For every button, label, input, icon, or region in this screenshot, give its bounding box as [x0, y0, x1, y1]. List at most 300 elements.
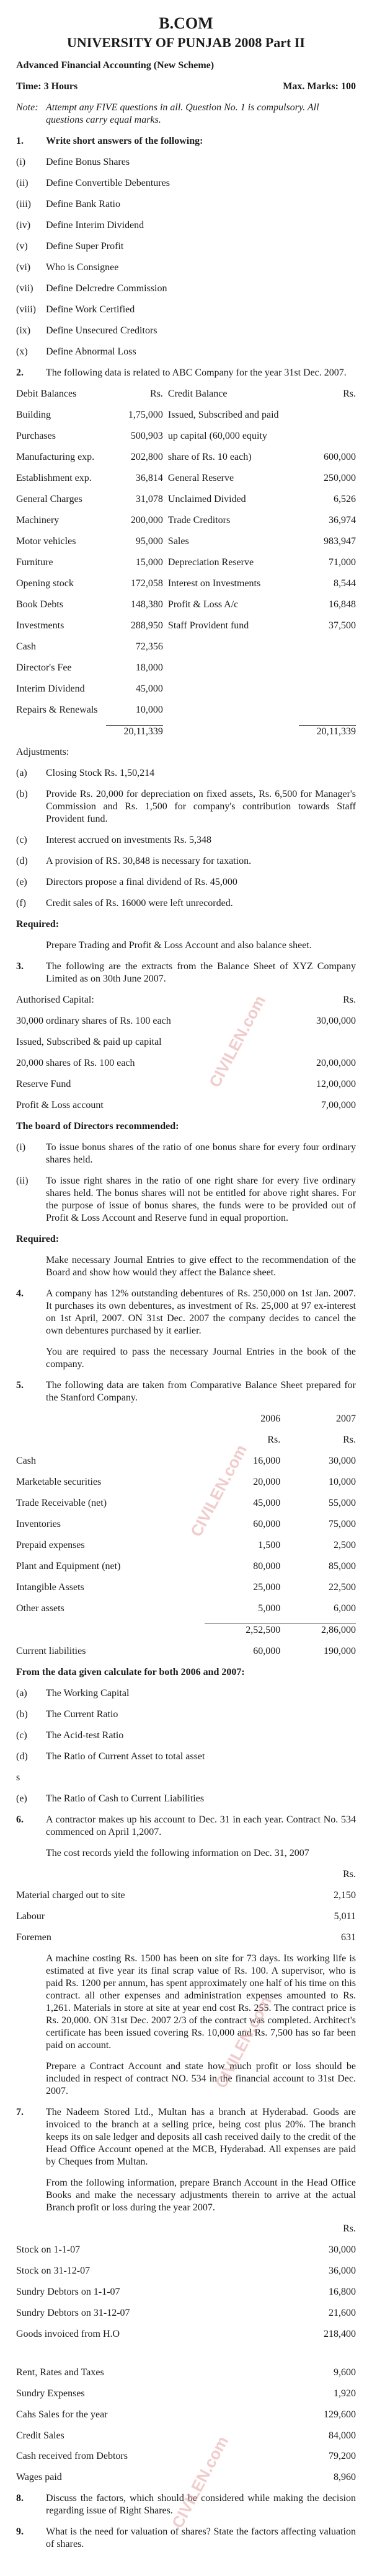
q3-item	[16, 1175, 356, 1224]
table-cell: Trade Receivable (net)	[16, 1498, 107, 1509]
table-cell: 218,400	[323, 2328, 356, 2339]
table-row	[16, 1078, 356, 1091]
table-cell: 85,000	[329, 1561, 356, 1572]
q1-item	[16, 240, 356, 253]
table-total: 20,11,339	[106, 725, 163, 738]
table-cell: up capital (60,000 equity	[167, 430, 267, 441]
table-row	[16, 1015, 356, 1027]
table-row	[16, 683, 356, 695]
table-cell: 60,000	[253, 1645, 281, 1656]
table-cell: 75,000	[329, 1519, 356, 1530]
item-number: s	[16, 1772, 20, 1783]
table-row	[16, 2265, 356, 2277]
question-3-intro	[16, 961, 356, 985]
item-text: Who is Consignee	[46, 262, 119, 273]
adjustment-item	[16, 876, 356, 889]
item-number: (f)	[16, 898, 26, 909]
question-body: A machine costing Rs. 1500 has been on site for 73 days. Its working life is estimated at five year its final scrap value of Rs. 100. A supervisor, who is paid Rs. 1200 per annum, has spent approximately one half of his time on this contract. all other expenses and administration expenses amounted to Rs. 1,261. Materials in store at site at year end cost Rs. 255. The contract price is Rs. 20,000. ON 31st Dec. 2007 2/3 of the contract was completed. Architect's certificate has been issued covering Rs. 10,000 and Rs. 7,500 has so far been paid on account.	[46, 1953, 356, 2051]
table-cell: 18,000	[135, 662, 163, 673]
question-text: A company has 12% outstanding debentures of Rs. 250,000 on 1st Jan. 2007. It purchases its own debentures, as investment of Rs. 25,000 at 97 ex-interest on 1st April, 2007. ON 31st Dec. 2007 the company decides to cancel the own debentures purchased by it earlier.	[46, 1288, 356, 1337]
table-cell: 1,75,000	[128, 409, 163, 420]
table-cell: Prepaid expenses	[16, 1540, 85, 1551]
table-row	[16, 2430, 356, 2442]
table-cell: Furniture	[16, 556, 53, 568]
table-row	[16, 451, 356, 464]
item-text: Define Super Profit	[46, 240, 124, 252]
table-row	[16, 556, 356, 569]
table-cell	[16, 1868, 253, 1881]
table-cell: 288,950	[130, 620, 163, 631]
required-label: Required:	[16, 919, 60, 930]
table-row	[16, 1560, 356, 1573]
watermark: CIVILEN.com	[167, 2433, 232, 2531]
table-cell: 20,000	[253, 1477, 281, 1488]
item-number: (a)	[16, 1687, 27, 1699]
table-cell: Profit & Loss A/c	[167, 599, 239, 610]
table-cell: 72,356	[135, 641, 163, 652]
q5-item	[16, 1793, 356, 1805]
question-number: 1.	[16, 135, 24, 146]
table-row	[16, 2307, 356, 2319]
table-row	[16, 620, 356, 632]
table-cell: Cash received from Debtors	[16, 2451, 128, 2462]
exam-max-marks: Max. Marks: 100	[283, 81, 356, 92]
question-text: Write short answers of the following:	[46, 135, 203, 146]
table-row	[16, 1518, 356, 1531]
table-cell: 80,000	[253, 1561, 281, 1572]
table-cell: 129,600	[323, 2409, 356, 2420]
table-cell	[16, 2223, 253, 2235]
table-row	[16, 1099, 356, 1112]
table-total: 2,86,000	[280, 1624, 356, 1637]
required-text: Prepare Trading and Profit & Loss Account and also balance sheet.	[46, 940, 312, 951]
table-cell: 20,00,000	[316, 1058, 356, 1069]
q5-item	[16, 1687, 356, 1700]
exam-note	[16, 102, 356, 126]
table-cell: Inventories	[16, 1519, 61, 1530]
adjustments-title: Adjustments:	[16, 747, 69, 758]
exam-meta	[16, 81, 356, 93]
compute-instruction: From the data given calculate for both 2006 and 2007:	[16, 1666, 245, 1677]
item-number: (iii)	[16, 198, 31, 209]
table-cell: 600,000	[324, 451, 356, 462]
item-number: (d)	[16, 1751, 28, 1762]
table-cell: Building	[16, 409, 51, 420]
question-7	[16, 2106, 356, 2168]
item-number: (vii)	[16, 283, 33, 294]
table-cell: Intangible Assets	[16, 1581, 84, 1593]
item-number: (viii)	[16, 304, 36, 315]
q1-item	[16, 346, 356, 358]
table-cell: 200,000	[130, 514, 163, 525]
adjustment-item	[16, 855, 356, 868]
table-row	[16, 1539, 356, 1552]
table-cell: 21,600	[328, 2307, 356, 2318]
question-number: 8.	[16, 2493, 24, 2504]
table-cell: 8,544	[334, 578, 356, 589]
table-cell: Plant and Equipment (net)	[16, 1561, 121, 1572]
table-row	[16, 1889, 356, 1902]
table-cell: Rs.	[267, 1435, 281, 1446]
watermark: CIVILEN.com	[211, 1993, 276, 2091]
question-number: 5.	[16, 1380, 24, 1391]
table-cell: 5,011	[334, 1910, 356, 1922]
table-cell	[299, 430, 356, 442]
board-recommendation: The board of Directors recommended:	[16, 1121, 179, 1132]
question-2-intro	[16, 367, 356, 379]
table-cell: Wages paid	[16, 2472, 62, 2483]
table-row	[16, 1476, 356, 1488]
table-cell: 37,500	[329, 620, 356, 631]
item-text: Closing Stock Rs. 1,50,214	[46, 768, 155, 779]
question-number: 7.	[16, 2106, 24, 2117]
question-number: 2.	[16, 367, 24, 378]
table-row	[16, 493, 356, 506]
item-number: (v)	[16, 240, 28, 252]
table-cell: Cahs Sales for the year	[16, 2409, 108, 2420]
item-text: Define Work Certified	[46, 304, 135, 315]
table-row	[16, 2388, 356, 2400]
table-header: Debit Balances	[16, 388, 77, 399]
item-text: To issue right shares in the ratio of one right share for every five ordinary shares held. The bonus shares will not be entitled for above right shares. For the purpose of issue of bonus shares, the funds were to be provided out of Profit & Loss Account and Reserve fund in equal proportion.	[46, 1176, 356, 1224]
table-cell: 1,920	[333, 2388, 356, 2399]
table-cell: Credit Sales	[16, 2430, 64, 2441]
question-4	[16, 1288, 356, 1337]
table-cell: Machinery	[16, 514, 60, 525]
item-number: (vi)	[16, 262, 31, 273]
table-cell: Rent, Rates and Taxes	[16, 2367, 104, 2378]
table-cell: Motor vehicles	[16, 535, 76, 547]
table-row	[16, 1036, 356, 1048]
question-text: Discuss the factors, which should be considered while making the decision regarding issue of Right Shares.	[46, 2493, 356, 2517]
item-text: Define Convertible Debentures	[46, 177, 170, 188]
table-cell: 983,947	[324, 535, 356, 547]
table-cell: 2007	[336, 1413, 356, 1425]
item-number: (b)	[16, 1708, 28, 1720]
table-cell: 148,380	[130, 599, 163, 610]
table-cell	[299, 641, 356, 653]
table-cell	[299, 662, 356, 674]
note-text: Attempt any FIVE questions in all. Question No. 1 is compulsory. All questions carry equal marks.	[46, 102, 319, 125]
table-cell: 36,814	[135, 472, 163, 483]
table-row	[16, 2450, 356, 2463]
q1-item	[16, 262, 356, 274]
table-row	[16, 430, 356, 442]
note-label: Note:	[16, 102, 38, 113]
item-number: (b)	[16, 789, 28, 800]
table-cell: Sundry Expenses	[16, 2388, 85, 2399]
table-row	[16, 578, 356, 590]
table-cell: 2006	[260, 1413, 281, 1425]
table-total: 2,52,500	[205, 1624, 280, 1637]
q1-item	[16, 304, 356, 316]
table-cell: Purchases	[16, 430, 56, 441]
table-cell: Issued, Subscribed and paid	[167, 409, 279, 420]
table-row	[16, 2349, 356, 2358]
table-row	[16, 994, 356, 1006]
table-header	[16, 2223, 356, 2235]
table-row	[16, 641, 356, 653]
table-cell: Book Debts	[16, 599, 63, 610]
table-cell: 22,500	[329, 1581, 356, 1593]
table-cell	[299, 704, 356, 716]
table-row	[16, 535, 356, 548]
table-cell: Unclaimed Divided	[167, 493, 246, 504]
table-cell: Rs.	[343, 1868, 356, 1879]
table-cell: General Reserve	[167, 472, 234, 483]
table-row	[16, 1602, 356, 1615]
table-cell: 500,903	[130, 430, 163, 441]
item-text: To issue bonus shares of the ratio of one bonus share for every four ordinary shares held.	[46, 1142, 356, 1166]
table-cell	[168, 725, 294, 738]
table-cell: Other assets	[16, 1602, 64, 1614]
table-cell: 172,058	[130, 578, 163, 589]
table-cell: Profit & Loss account	[16, 1100, 104, 1111]
question-text: The following are the extracts from the Balance Sheet of XYZ Company Limited as on 30th June 2007.	[46, 961, 356, 985]
table-cell: Interest on Investments	[167, 578, 261, 589]
q3-item	[16, 1141, 356, 1166]
table-cell: Cash	[16, 1456, 36, 1467]
table-row	[16, 2471, 356, 2484]
table-cell	[168, 662, 294, 674]
item-number: (x)	[16, 346, 28, 357]
q5-item	[16, 1730, 356, 1742]
question-text-2: You are required to pass the necessary Journal Entries in the book of the company.	[46, 1347, 356, 1370]
item-text: The Working Capital	[46, 1687, 130, 1699]
question-body-2: Prepare a Contract Account and state how much profit or loss should be included in respect of contract NO. 534 in the financial account to 31st Dec. 2007.	[46, 2060, 356, 2096]
question-text-2: The cost records yield the following information on Dec. 31, 2007	[46, 1847, 309, 1858]
table-header	[16, 1434, 356, 1446]
item-number: (i)	[16, 156, 26, 167]
table-cell	[253, 2349, 356, 2358]
question-5-intro	[16, 1379, 356, 1404]
item-number: (e)	[16, 877, 27, 888]
table-cell: Goods invoiced from H.O	[16, 2328, 120, 2339]
table-cell: Marketable securities	[16, 1477, 102, 1488]
table-header: Rs.	[343, 388, 356, 399]
table-row	[16, 662, 356, 674]
table-cell: 15,000	[135, 556, 163, 568]
required-label: Required:	[16, 1234, 60, 1245]
question-text: A contractor makes up his account to Dec. 31 in each year. Contract No. 534 commenced on April 1,2007.	[46, 1814, 356, 1837]
table-cell: Director's Fee	[16, 662, 72, 673]
table-cell: Repairs & Renewals	[16, 704, 98, 715]
table-cell: 45,000	[253, 1498, 281, 1509]
table-cell	[253, 1036, 356, 1048]
item-text: The Ratio of Cash to Current Liabilities	[46, 1793, 205, 1804]
question-6-intro	[16, 1814, 356, 1839]
table-cell	[16, 1434, 205, 1446]
table-cell	[16, 1624, 205, 1637]
table-cell	[299, 409, 356, 421]
table-header: Credit Balance	[167, 388, 228, 399]
table-header: Rs.	[150, 388, 163, 399]
item-text: Define Delcredre Commission	[46, 283, 167, 294]
table-row	[16, 599, 356, 611]
table-cell: Staff Provident fund	[167, 620, 249, 631]
table-cell: 45,000	[135, 683, 163, 694]
table-cell: 16,000	[253, 1456, 281, 1467]
table-cell: Establishment exp.	[16, 472, 92, 483]
adjustment-item	[16, 897, 356, 910]
item-text: Credit sales of Rs. 16000 were left unrecorded.	[46, 898, 233, 909]
item-text: Directors propose a final dividend of Rs. 45,000	[46, 877, 237, 888]
table-cell: 1,500	[258, 1540, 281, 1551]
table-cell	[168, 704, 294, 716]
table-cell	[168, 641, 294, 653]
item-number: (a)	[16, 768, 27, 779]
table-cell: 25,000	[253, 1581, 281, 1593]
table-cell: 60,000	[253, 1519, 281, 1530]
table-cell	[168, 683, 294, 695]
item-text: The Ratio of Current Asset to total asset	[46, 1751, 205, 1762]
question-text: The following data is related to ABC Company for the year 31st Dec. 2007.	[46, 367, 347, 378]
table-row	[16, 1932, 356, 1944]
table-cell: 202,800	[130, 451, 163, 462]
table-cell: 16,800	[328, 2286, 356, 2297]
q1-item	[16, 198, 356, 211]
table-row	[16, 1057, 356, 1070]
table-cell: Depreciation Reserve	[167, 556, 254, 568]
table-cell: Reserve Fund	[16, 1079, 71, 1090]
item-number: (c)	[16, 1730, 27, 1741]
table-cell: 79,200	[328, 2451, 356, 2462]
trial-balance-header	[16, 388, 356, 400]
table-row	[16, 2244, 356, 2256]
item-number: (i)	[16, 1142, 26, 1153]
item-number: (ii)	[16, 177, 29, 188]
table-cell: 30,000 ordinary shares of Rs. 100 each	[16, 1016, 171, 1027]
table-cell: Foremen	[16, 1932, 51, 1943]
item-number: (e)	[16, 1793, 27, 1804]
table-cell: Material charged out to site	[16, 1889, 125, 1901]
table-cell: Investments	[16, 620, 64, 631]
table-cell: 84,000	[328, 2430, 356, 2441]
table-cell: Labour	[16, 1910, 45, 1922]
table-cell: 71,000	[329, 556, 356, 568]
table-row	[16, 2328, 356, 2341]
table-cell: Current liabilities	[16, 1645, 86, 1656]
table-cell: Stock on 1-1-07	[16, 2244, 81, 2255]
table-cell: 30,00,000	[316, 1016, 356, 1027]
q5-item	[16, 1772, 356, 1784]
table-row	[16, 2286, 356, 2298]
table-cell: Rs.	[343, 2223, 356, 2234]
adjustment-item	[16, 834, 356, 846]
table-cell: Rs.	[343, 1435, 356, 1446]
table-row	[16, 1645, 356, 1658]
q1-item	[16, 219, 356, 232]
table-row	[16, 1581, 356, 1594]
exam-degree: B.COM	[159, 14, 213, 32]
table-cell: Authorised Capital:	[16, 995, 94, 1006]
exam-title: UNIVERSITY OF PUNJAB 2008 Part II	[67, 34, 305, 50]
table-cell: share of Rs. 10 each)	[167, 451, 252, 462]
table-cell: 30,000	[329, 1456, 356, 1467]
table-cell: 30,000	[328, 2244, 356, 2255]
table-row	[16, 472, 356, 485]
table-cell: 36,974	[329, 514, 356, 525]
table-total-row	[16, 725, 356, 738]
item-text: Define Interim Dividend	[46, 219, 144, 231]
table-cell: 10,000	[329, 1477, 356, 1488]
item-text: A provision of RS. 30,848 is necessary for taxation.	[46, 856, 252, 867]
table-row	[16, 514, 356, 527]
question-text: What is the need for valuation of shares? State the factors affecting valuation of shares.	[46, 2526, 356, 2550]
table-header	[16, 1413, 356, 1425]
q1-item	[16, 156, 356, 169]
table-row	[16, 704, 356, 716]
question-number: 9.	[16, 2526, 24, 2538]
table-row	[16, 2409, 356, 2421]
item-text: Provide Rs. 20,000 for depreciation on fixed assets, Rs. 6,500 for Manager's Commission and Rs. 1,500 for company's contribution towards Staff Provident fund.	[46, 789, 356, 825]
q1-item	[16, 283, 356, 295]
table-row	[16, 409, 356, 421]
table-row	[16, 2367, 356, 2379]
table-cell: Cash	[16, 641, 36, 652]
item-text	[46, 1772, 356, 1784]
watermark: CIVILEN.com	[205, 992, 270, 1091]
table-cell: 55,000	[329, 1498, 356, 1509]
table-cell: 5,000	[258, 1602, 281, 1614]
table-cell: 9,600	[333, 2367, 356, 2378]
table-total: 20,11,339	[299, 725, 356, 738]
table-row	[16, 1455, 356, 1467]
adjustment-item	[16, 788, 356, 825]
item-number: (ii)	[16, 1176, 29, 1187]
table-cell: 7,00,000	[321, 1100, 356, 1111]
table-cell: 6,000	[334, 1602, 356, 1614]
table-cell: 95,000	[135, 535, 163, 547]
watermark: CIVILEN.com	[186, 1441, 251, 1540]
table-cell: 12,00,000	[316, 1079, 356, 1090]
item-text: Interest accrued on investments Rs. 5,348	[46, 835, 212, 846]
required-text: Make necessary Journal Entries to give effect to the recommendation of the Board and show how would they affect the Balance sheet.	[46, 1255, 356, 1278]
question-text: The following data are taken from Comparative Balance Sheet prepared for the Stanford Company.	[46, 1380, 356, 1404]
table-row	[16, 1910, 356, 1923]
table-cell: 31,078	[135, 493, 163, 504]
question-number: 3.	[16, 961, 24, 972]
table-row	[16, 1497, 356, 1510]
item-text: Define Bonus Shares	[46, 156, 130, 167]
item-text: The Current Ratio	[46, 1708, 118, 1720]
table-cell: 190,000	[324, 1645, 356, 1656]
table-cell: 2,500	[334, 1540, 356, 1551]
question-number: 6.	[16, 1814, 24, 1825]
table-cell: 250,000	[324, 472, 356, 483]
table-cell	[16, 1413, 205, 1425]
table-cell: Sundry Debtors on 1-1-07	[16, 2286, 120, 2297]
table-cell: Rs.	[343, 995, 356, 1006]
table-cell: Sales	[167, 535, 189, 547]
table-cell: Sundry Debtors on 31-12-07	[16, 2307, 130, 2318]
exam-subject: Advanced Financial Accounting (New Scheme)	[16, 59, 215, 71]
q1-item	[16, 177, 356, 190]
item-text: The Acid-test Ratio	[46, 1730, 124, 1741]
item-text: Define Abnormal Loss	[46, 346, 136, 357]
table-cell: 16,848	[329, 599, 356, 610]
question-text: The Nadeem Stored Ltd., Multan has a branch at Hyderabad. Goods are invoiced to the branch at a selling price, being cost plus 20%. The branch keeps its on sale ledger and deposits all cash received daily to the credit of the Head Office Account opened at the MCB, Hyderabad. All expenses are paid by Cheques from Multan.	[46, 2106, 356, 2167]
item-number: (ix)	[16, 325, 31, 336]
table-cell	[299, 683, 356, 695]
item-number: (c)	[16, 835, 27, 846]
table-cell: 631	[340, 1932, 356, 1943]
table-cell: 2,150	[333, 1889, 356, 1901]
table-cell: 8,960	[333, 2472, 356, 2483]
table-cell: 20,000 shares of Rs. 100 each	[16, 1058, 135, 1069]
exam-header	[16, 14, 356, 51]
table-header	[16, 1868, 356, 1881]
